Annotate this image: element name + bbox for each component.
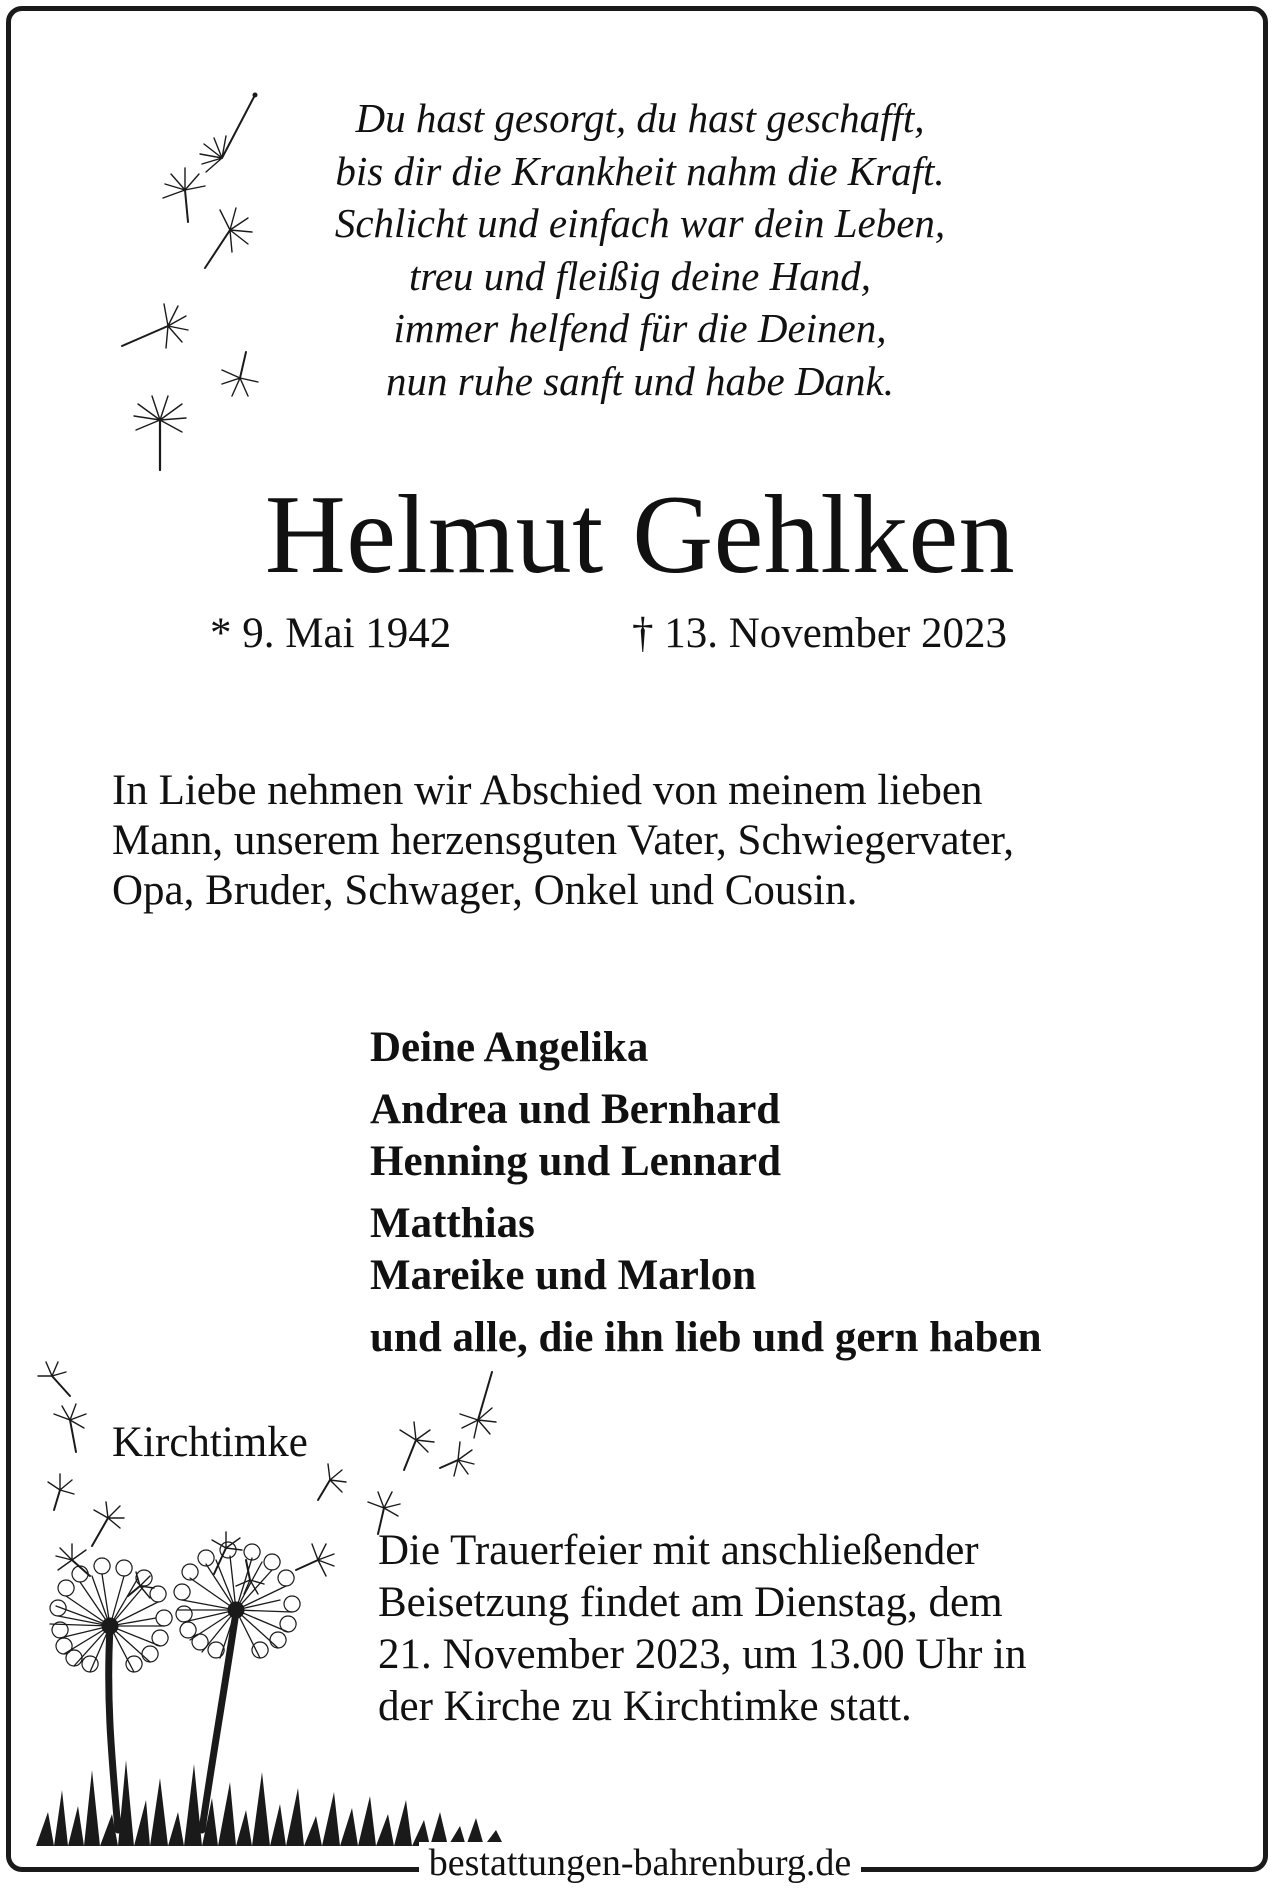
poem-line: treu und fleißig deine Hand,: [409, 252, 871, 299]
dandelion-seed-icon: [92, 1502, 124, 1546]
mourner-name: Matthias: [370, 1200, 535, 1247]
mourner-name: Mareike und Marlon: [370, 1252, 757, 1299]
dandelion-seed-icon: [134, 396, 186, 470]
dandelion-seed-icon: [48, 1474, 74, 1510]
dandelion-seed-icon: [212, 1532, 242, 1574]
dandelion-seed-icon: [318, 1464, 346, 1500]
farewell-line: Mann, unserem herzensguten Vater, Schwiegervater,: [112, 817, 1015, 864]
poem-line: bis dir die Krankheit nahm die Kraft.: [335, 147, 945, 194]
mourners-group: [370, 1084, 1250, 1188]
funeral-line: der Kirche zu Kirchtimke statt.: [378, 1683, 912, 1730]
mourners-list: [370, 1022, 1250, 1374]
mourners-group: [370, 1198, 1250, 1302]
mourner-name: Andrea und Bernhard: [370, 1086, 781, 1133]
death-date: † 13. November 2023: [632, 610, 1007, 657]
funeral-details: [378, 1525, 1238, 1733]
poem-line: nun ruhe sanft und habe Dank.: [386, 357, 894, 404]
mourner-name: und alle, die ihn lieb und gern haben: [370, 1314, 1042, 1361]
dandelion-seed-icon: [440, 1442, 474, 1476]
mourner-name: Henning und Lennard: [370, 1138, 782, 1185]
poem-line: Du hast gesorgt, du hast geschafft,: [355, 95, 925, 141]
place-name: Kirchtimke: [112, 1419, 308, 1466]
memorial-poem: [230, 92, 1050, 407]
mourner-name: Deine Angelika: [370, 1024, 649, 1071]
farewell-line: Opa, Bruder, Schwager, Onkel und Cousin.: [112, 867, 858, 914]
mourners-group: [370, 1022, 1250, 1074]
dandelion-seed-icon: [163, 168, 205, 222]
funeral-line: Beisetzung findet am Dienstag, dem: [378, 1579, 1003, 1626]
poem-line: Schlicht und einfach war dein Leben,: [334, 200, 946, 246]
farewell-text: [112, 766, 1232, 916]
mourners-group: [370, 1312, 1250, 1364]
funeral-home-footer: [0, 1840, 1280, 1886]
dandelion-seed-icon: [460, 1372, 496, 1438]
poem-line: immer helfend für die Deinen,: [393, 305, 887, 351]
dandelion-seed-icon: [122, 304, 188, 348]
deceased-name: Helmut Gehlken: [264, 473, 1016, 597]
dandelion-seed-icon: [400, 1422, 434, 1470]
birth-date: * 9. Mai 1942: [210, 610, 452, 657]
grass-icon: [36, 1760, 504, 1846]
dandelion-seed-icon: [38, 1362, 70, 1396]
funeral-line: Die Trauerfeier mit anschließender: [378, 1527, 979, 1574]
funeral-line: 21. November 2023, um 13.00 Uhr in: [378, 1631, 1027, 1678]
dandelion-flower-icon: [50, 1558, 172, 1830]
dandelion-seed-icon: [296, 1544, 334, 1576]
funeral-home-url: bestattungen-bahrenburg.de: [419, 1842, 861, 1884]
dandelion-seed-icon: [54, 1404, 86, 1452]
farewell-line: In Liebe nehmen wir Abschied von meinem lieben: [112, 767, 983, 814]
